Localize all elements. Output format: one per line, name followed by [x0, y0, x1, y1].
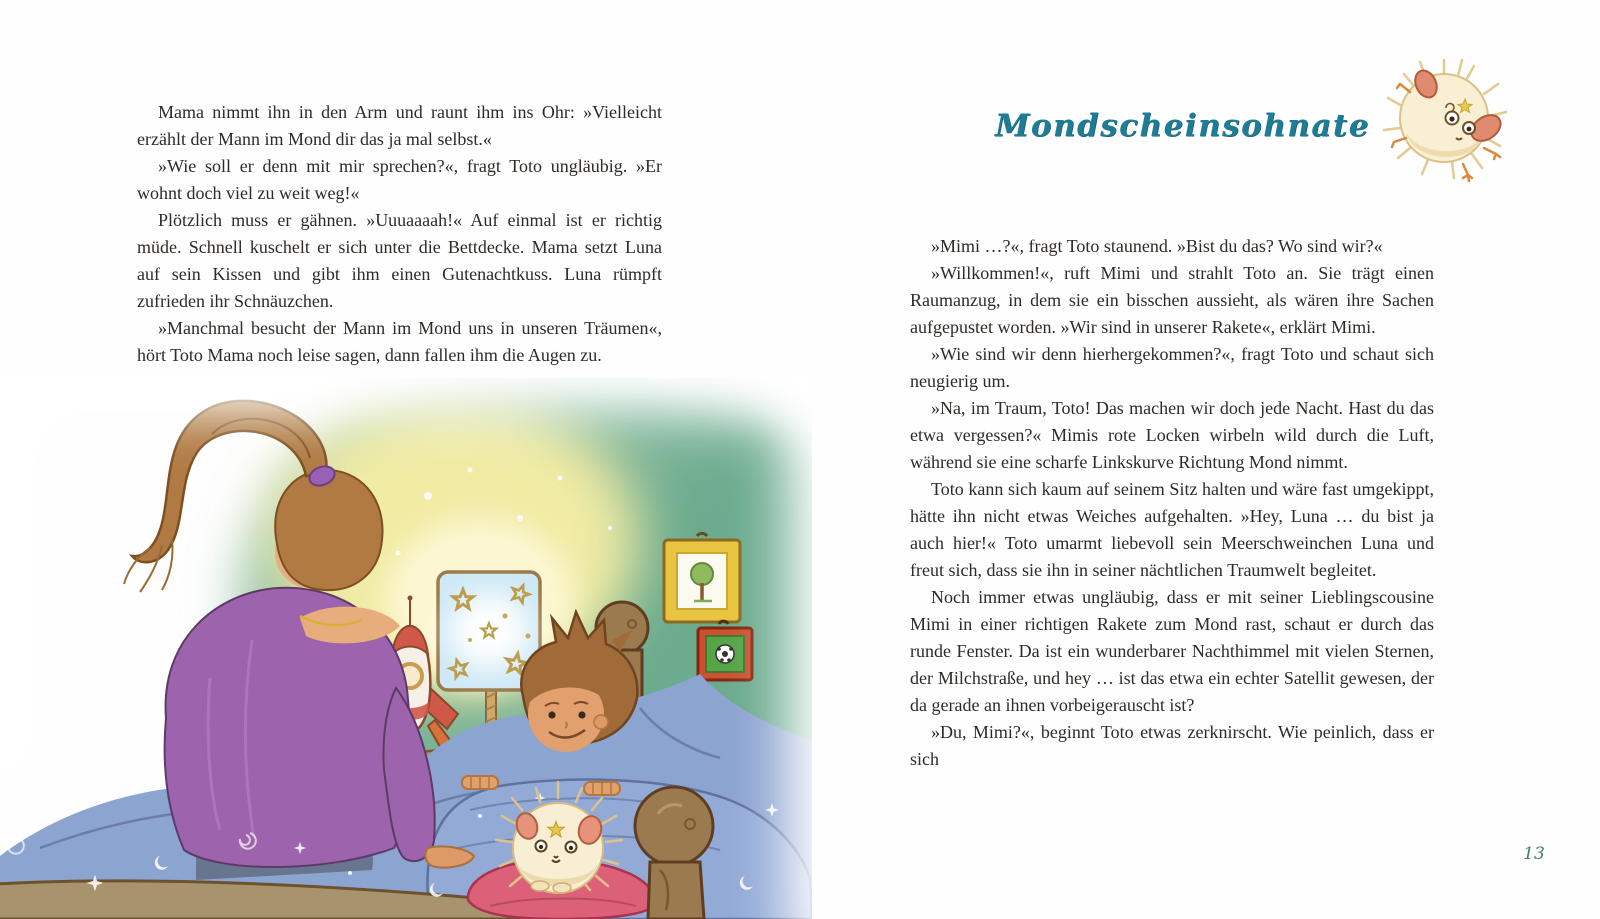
paragraph: »Wie soll er denn mit mir sprechen?«, fragt Toto ungläubig. »Er wohnt doch viel zu weit weg!«: [137, 156, 662, 203]
paragraph: »Na, im Traum, Toto! Das machen wir doch jede Nacht. Hast du das etwa vergessen?« Mimis rote Locken wirbeln wild durch die Luft, während sie eine scharfe Linkskurve Richtung Mond nimmt.: [910, 398, 1434, 472]
page-number: 13: [1523, 844, 1545, 864]
right-page-text: [910, 233, 1434, 773]
chapter-title: Mondscheinsohnate: [995, 108, 1370, 144]
paragraph: »Du, Mimi?«, beginnt Toto etwas zerknirscht. Wie peinlich, dass er sich: [910, 722, 1434, 769]
paragraph: Noch immer etwas ungläubig, dass er mit seiner Lieblingscousine Mimi in einer richtigen Rakete zum Mond rast, schaut er durch das runde Fenster. Da ist ein wunderbarer Nachthimmel mit vielen Sternen, der Milchstraße, und hey … ist das etwa ein echter Satellit gewesen, der da gerade an ihnen vorbeigerauscht ist?: [910, 587, 1434, 715]
paragraph: »Wie sind wir denn hierhergekommen?«, fragt Toto und schaut sich neugierig um.: [910, 344, 1434, 391]
paragraph: »Willkommen!«, ruft Mimi und strahlt Toto an. Sie trägt einen Raumanzug, in dem sie ein bisschen aussieht, als wären ihre Sachen aufgepustet worden. »Wir sind in unserer Rakete«, erklärt Mimi.: [910, 263, 1434, 337]
paragraph: »Manchmal besucht der Mann im Mond uns in unseren Träumen«, hört Toto Mama noch leise sagen, dann fallen ihm die Augen zu.: [137, 318, 662, 365]
left-page-text: [137, 99, 662, 369]
paragraph: »Mimi …?«, fragt Toto staunend. »Bist du das? Wo sind wir?«: [931, 236, 1383, 256]
paragraph: Plötzlich muss er gähnen. »Uuuaaaah!« Auf einmal ist er richtig müde. Schnell kuschelt er sich unter die Bettdecke. Mama setzt Luna auf sein Kissen und gibt ihm einen Gutenachtkuss. Luna rümpft zufrieden ihr Schnäuzchen.: [137, 210, 662, 311]
paragraph: Mama nimmt ihn in den Arm und raunt ihm ins Ohr: »Vielleicht erzählt der Mann im Mond dir das ja mal selbst.«: [137, 102, 662, 149]
picture-frame-tree: [664, 533, 740, 622]
fluffy-guinea-pig: [1384, 60, 1506, 181]
paragraph: Toto kann sich kaum auf seinem Sitz halten und wäre fast umgekippt, hätte ihn nicht etwas Weiches aufgehalten. »Hey, Luna … du bist ja auch hier!« Toto umarmt liebevoll sein Meerschweinchen Luna und freut sich, dass sie ihn in seiner nächtlichen Traumwelt begleitet.: [910, 479, 1434, 580]
picture-frame-soccer: [698, 621, 752, 680]
bedtime-scene-illustration: [0, 378, 812, 919]
guinea-pig-luna-tumbling-illustration: [1366, 54, 1528, 192]
